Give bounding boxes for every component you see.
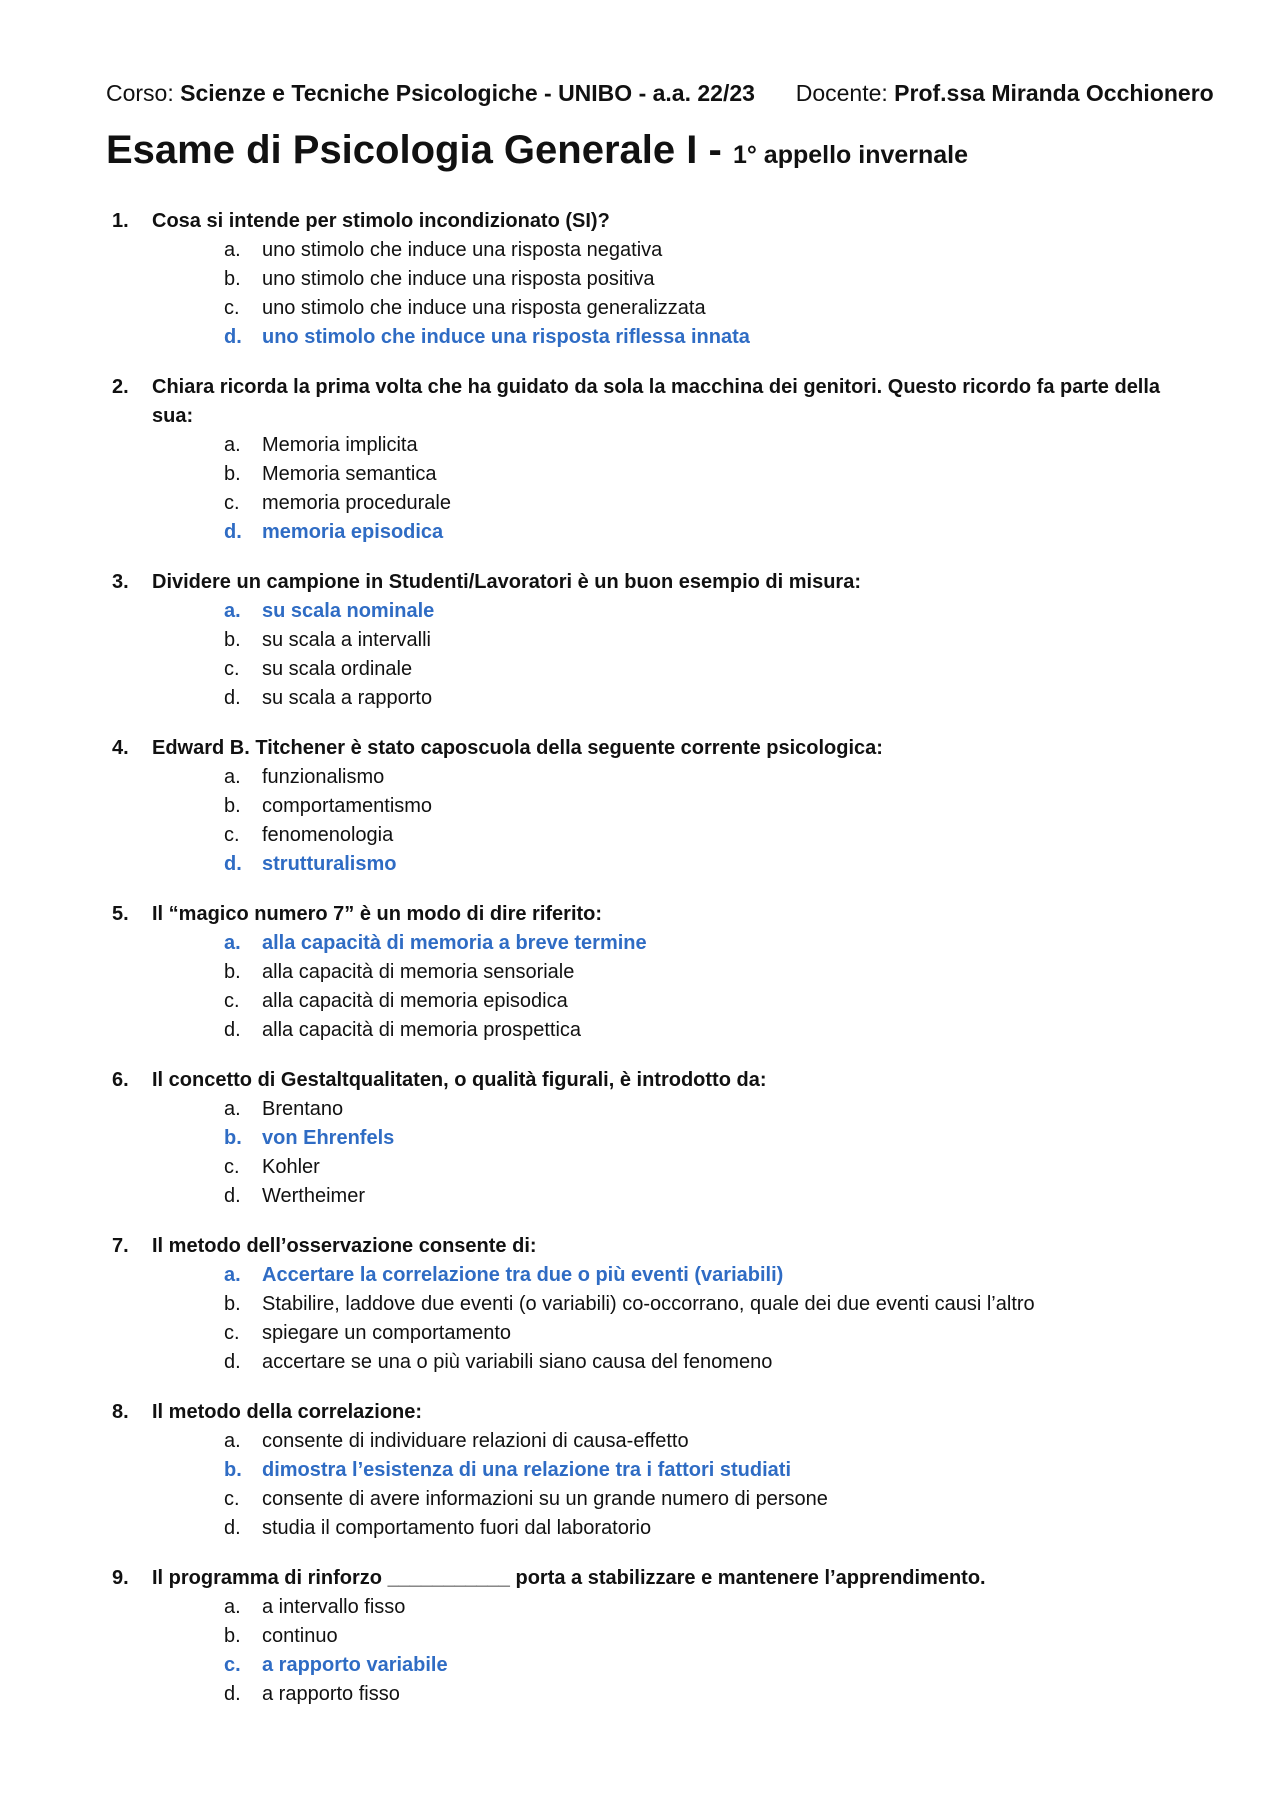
option-letter: d. <box>224 687 241 709</box>
answer-option <box>112 1016 1192 1045</box>
question-text-block <box>112 900 1192 929</box>
course-value: Scienze e Tecniche Psicologiche - UNIBO - a.a. 22/23 <box>180 80 755 106</box>
option-letter: a. <box>224 1264 241 1286</box>
question-8 <box>112 1398 1192 1543</box>
question-number: 3. <box>112 571 129 593</box>
exam-title-sub: 1° appello invernale <box>732 141 969 169</box>
teacher-label: Docente: <box>795 80 888 106</box>
option-letter: d. <box>224 1019 241 1041</box>
exam-title <box>106 128 968 173</box>
question-number: 2. <box>112 376 129 398</box>
question-text-block <box>112 1564 1192 1593</box>
option-letter: d. <box>224 1683 241 1705</box>
option-text: a rapporto variabile <box>262 1654 448 1676</box>
question-number: 1. <box>112 210 129 232</box>
answer-option <box>112 626 1192 655</box>
answer-option <box>112 1680 1192 1709</box>
answer-option <box>112 1348 1192 1377</box>
question-3 <box>112 568 1192 713</box>
option-letter: a. <box>224 766 241 788</box>
question-number: 7. <box>112 1235 129 1257</box>
option-letter: c. <box>224 492 240 514</box>
option-text: strutturalismo <box>262 853 397 875</box>
option-text: uno stimolo che induce una risposta positiva <box>262 268 655 290</box>
answer-option <box>112 431 1192 460</box>
option-text: alla capacità di memoria episodica <box>262 990 568 1012</box>
answer-option <box>112 987 1192 1016</box>
answer-options <box>112 236 1192 352</box>
question-text: Il “magico numero 7” è un modo di dire riferito: <box>152 903 603 925</box>
question-number: 9. <box>112 1567 129 1589</box>
question-5 <box>112 900 1192 1045</box>
option-letter: a. <box>224 1596 241 1618</box>
option-text: su scala a intervalli <box>262 629 431 651</box>
option-letter: a. <box>224 434 241 456</box>
answer-option <box>112 1319 1192 1348</box>
teacher-value: Prof.ssa Miranda Occhionero <box>894 80 1214 106</box>
option-text: Brentano <box>262 1098 344 1120</box>
option-text: continuo <box>262 1625 338 1647</box>
question-text: Edward B. Titchener è stato caposcuola della seguente corrente psicologica: <box>152 737 883 759</box>
option-letter: d. <box>224 1517 241 1539</box>
answer-option <box>112 1153 1192 1182</box>
question-text-block <box>112 568 1192 597</box>
answer-option <box>112 1622 1192 1651</box>
question-list <box>112 207 1192 1730</box>
answer-option-correct <box>112 518 1192 547</box>
answer-option <box>112 1593 1192 1622</box>
option-text: a intervallo fisso <box>262 1596 406 1618</box>
option-text: Accertare la correlazione tra due o più eventi (variabili) <box>262 1264 784 1286</box>
option-letter: b. <box>224 463 241 485</box>
option-letter: c. <box>224 1488 240 1510</box>
question-text: Il concetto di Gestaltqualitaten, o qualità figurali, è introdotto da: <box>152 1069 767 1091</box>
option-text: spiegare un comportamento <box>262 1322 512 1344</box>
option-text: funzionalismo <box>262 766 385 788</box>
answer-option-correct <box>112 1124 1192 1153</box>
answer-option-correct <box>112 1651 1192 1680</box>
answer-option <box>112 489 1192 518</box>
option-letter: a. <box>224 932 241 954</box>
question-text: Cosa si intende per stimolo incondizionato (SI)? <box>152 210 610 232</box>
option-text: Memoria semantica <box>262 463 437 485</box>
option-text: consente di individuare relazioni di causa-effetto <box>262 1430 689 1452</box>
question-2 <box>112 373 1192 547</box>
option-text: accertare se una o più variabili siano causa del fenomeno <box>262 1351 773 1373</box>
option-text: alla capacità di memoria sensoriale <box>262 961 575 983</box>
option-letter: c. <box>224 990 240 1012</box>
option-text: uno stimolo che induce una risposta negativa <box>262 239 663 261</box>
answer-options <box>112 763 1192 879</box>
option-letter: b. <box>224 268 241 290</box>
question-number: 5. <box>112 903 129 925</box>
answer-option-correct <box>112 1261 1192 1290</box>
option-letter: b. <box>224 629 241 651</box>
option-letter: c. <box>224 297 240 319</box>
option-text: uno stimolo che induce una risposta generalizzata <box>262 297 706 319</box>
question-text: Chiara ricorda la prima volta che ha guidato da sola la macchina dei genitori. Questo ricordo fa parte della sua: <box>152 376 1161 427</box>
answer-option <box>112 684 1192 713</box>
answer-option <box>112 1290 1192 1319</box>
question-text-block <box>112 734 1192 763</box>
option-letter: b. <box>224 1293 241 1315</box>
question-text: Il metodo della correlazione: <box>152 1401 423 1423</box>
question-9 <box>112 1564 1192 1709</box>
answer-option <box>112 655 1192 684</box>
question-text: Dividere un campione in Studenti/Lavoratori è un buon esempio di misura: <box>152 571 861 593</box>
option-text: Kohler <box>262 1156 320 1178</box>
option-text: su scala nominale <box>262 600 435 622</box>
option-text: fenomenologia <box>262 824 394 846</box>
question-text-block <box>112 207 1192 236</box>
answer-options <box>112 431 1192 547</box>
question-number: 6. <box>112 1069 129 1091</box>
answer-option-correct <box>112 597 1192 626</box>
option-letter: d. <box>224 521 242 543</box>
answer-options <box>112 1427 1192 1543</box>
option-letter: c. <box>224 1654 241 1676</box>
question-4 <box>112 734 1192 879</box>
answer-option <box>112 1514 1192 1543</box>
question-number: 4. <box>112 737 129 759</box>
option-letter: d. <box>224 1185 241 1207</box>
option-text: uno stimolo che induce una risposta riflessa innata <box>262 326 750 348</box>
option-text: alla capacità di memoria a breve termine <box>262 932 647 954</box>
option-letter: c. <box>224 1322 240 1344</box>
option-letter: b. <box>224 1625 241 1647</box>
option-letter: a. <box>224 1430 241 1452</box>
question-text-block <box>112 1066 1192 1095</box>
question-1 <box>112 207 1192 352</box>
option-text: Stabilire, laddove due eventi (o variabili) co-occorrano, quale dei due eventi causi l’altro <box>262 1293 1035 1315</box>
option-text: Wertheimer <box>262 1185 365 1207</box>
exam-title-main: Esame di Psicologia Generale I - <box>106 128 722 172</box>
option-letter: c. <box>224 658 240 680</box>
option-text: su scala a rapporto <box>262 687 433 709</box>
option-letter: a. <box>224 600 241 622</box>
answer-option <box>112 763 1192 792</box>
answer-option-correct <box>112 850 1192 879</box>
answer-options <box>112 597 1192 713</box>
course-header <box>106 80 1214 107</box>
option-text: studia il comportamento fuori dal laboratorio <box>262 1517 652 1539</box>
question-text-block <box>112 1232 1192 1261</box>
option-letter: b. <box>224 1459 242 1481</box>
answer-option <box>112 1485 1192 1514</box>
answer-option <box>112 821 1192 850</box>
question-7 <box>112 1232 1192 1377</box>
option-text: memoria procedurale <box>262 492 451 514</box>
answer-option <box>112 1427 1192 1456</box>
answer-option <box>112 1095 1192 1124</box>
option-letter: b. <box>224 1127 242 1149</box>
question-text-block <box>112 1398 1192 1427</box>
option-letter: d. <box>224 326 242 348</box>
answer-option <box>112 294 1192 323</box>
answer-option <box>112 265 1192 294</box>
answer-option-correct <box>112 1456 1192 1485</box>
option-letter: b. <box>224 961 241 983</box>
option-text: alla capacità di memoria prospettica <box>262 1019 582 1041</box>
option-letter: a. <box>224 1098 241 1120</box>
answer-option <box>112 958 1192 987</box>
option-letter: a. <box>224 239 241 261</box>
answer-option-correct <box>112 929 1192 958</box>
question-number: 8. <box>112 1401 129 1423</box>
option-text: comportamentismo <box>262 795 433 817</box>
question-text: Il metodo dell’osservazione consente di: <box>152 1235 537 1257</box>
question-text-block <box>112 373 1192 431</box>
option-text: su scala ordinale <box>262 658 413 680</box>
answer-option <box>112 236 1192 265</box>
option-letter: d. <box>224 853 242 875</box>
option-text: consente di avere informazioni su un grande numero di persone <box>262 1488 828 1510</box>
option-text: von Ehrenfels <box>262 1127 395 1149</box>
answer-options <box>112 929 1192 1045</box>
option-text: dimostra l’esistenza di una relazione tra i fattori studiati <box>262 1459 792 1481</box>
option-text: Memoria implicita <box>262 434 418 456</box>
answer-option <box>112 792 1192 821</box>
question-text: Il programma di rinforzo ___________ porta a stabilizzare e mantenere l’apprendimento. <box>152 1567 986 1589</box>
answer-options <box>112 1261 1192 1377</box>
option-letter: b. <box>224 795 241 817</box>
option-text: memoria episodica <box>262 521 444 543</box>
course-label: Corso: <box>106 80 174 106</box>
option-letter: c. <box>224 824 240 846</box>
option-letter: d. <box>224 1351 241 1373</box>
answer-option <box>112 1182 1192 1211</box>
answer-option <box>112 460 1192 489</box>
answer-option-correct <box>112 323 1192 352</box>
answer-options <box>112 1095 1192 1211</box>
answer-options <box>112 1593 1192 1709</box>
question-6 <box>112 1066 1192 1211</box>
option-text: a rapporto fisso <box>262 1683 400 1705</box>
option-letter: c. <box>224 1156 240 1178</box>
